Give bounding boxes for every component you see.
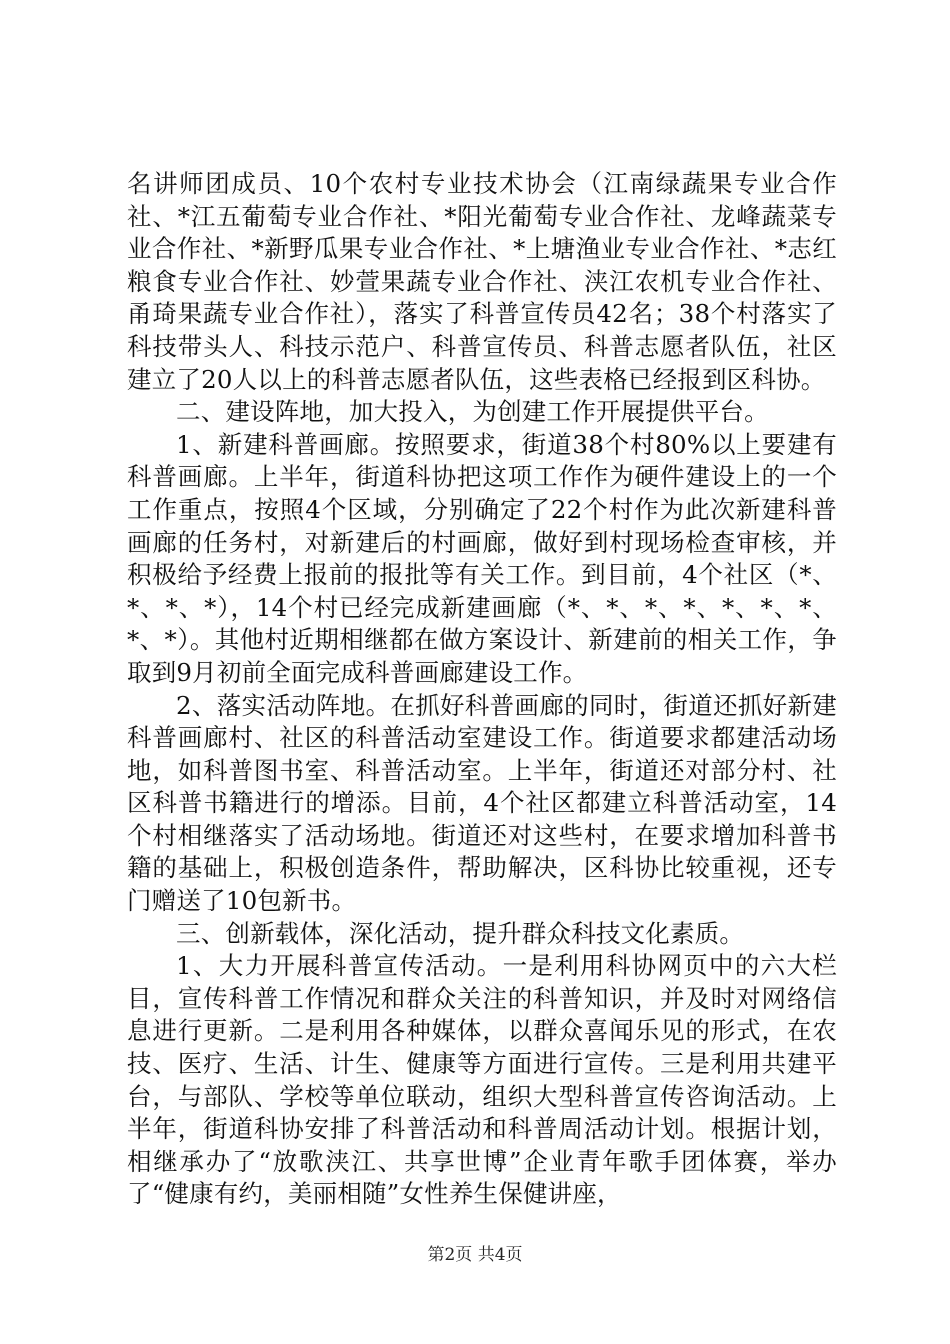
section-heading-3: 三、创新载体，深化活动，提升群众科技文化素质。 <box>176 918 745 948</box>
paragraph-continued-list: 名讲师团成员、10个农村专业技术协会（江南绿蔬果专业合作社、*江五葡萄专业合作社、*阳光葡萄专业合作社、龙峰蔬菜专业合作社、*新野瓜果专业合作社、*上塘渔业专业合作社、*志红粮食专业合作社、妙萱果蔬专业合作社、浃江农机专业合作社、甬琦果蔬专业合作社），落实了科普宣传员42名；38个村落实了科技带头人、科技示范户、科普宣传员、科普志愿者队伍，社区建立了20人以上的科普志愿者队伍，这些表格已经报到区科协。 <box>127 169 837 394</box>
paragraph-publicity-activities: 1、大力开展科普宣传活动。一是利用科协网页中的六大栏目，宣传科普工作情况和群众关注的科普知识，并及时对网络信息进行更新。二是利用各种媒体，以群众喜闻乐见的形式，在农技、医疗、生活、计生、健康等方面进行宣传。三是利用共建平台，与部队、学校等单位联动，组织大型科普宣传咨询活动。上半年，街道科协安排了科普活动和科普周活动计划。根据计划，相继承办了“放歌浃江、共享世博”企业青年歌手团体赛，举办了“健康有约，美丽相随”女性养生保健讲座， <box>127 951 837 1209</box>
paragraph-science-gallery: 1、新建科普画廊。按照要求，街道38个村80%以上要建有科普画廊。上半年，街道科协把这项工作作为硬件建设上的一个工作重点，按照4个区域，分别确定了22个村作为此次新建科普画廊的任务村，对新建后的村画廊，做好到村现场检查审核，并积极给予经费上报前的报批等有关工作。到目前，4个社区（*、*、*、*），14个村已经完成新建画廊（*、*、*、*、*、*、*、*、*）。其他村近期相继都在做方案设计、新建前的相关工作，争取到9月初前全面完成科普画廊建设工作。 <box>127 429 837 687</box>
page-footer: 第2页 共4页 <box>427 1245 523 1265</box>
paragraph-activity-venue: 2、落实活动阵地。在抓好科普画廊的同时，街道还抓好新建科普画廊村、社区的科普活动室建设工作。街道要求都建活动场地，如科普图书室、科普活动室。上半年，街道还对部分村、社区科普书籍进行的增添。目前，4个社区都建立科普活动室，14个村相继落实了活动场地。街道还对这些村，在要求增加科普书籍的基础上，积极创造条件，帮助解决，区科协比较重视，还专门赠送了10包新书。 <box>127 690 837 916</box>
document-body <box>127 168 837 1211</box>
section-heading-2: 二、建设阵地，加大投入，为创建工作开展提供平台。 <box>176 397 769 427</box>
